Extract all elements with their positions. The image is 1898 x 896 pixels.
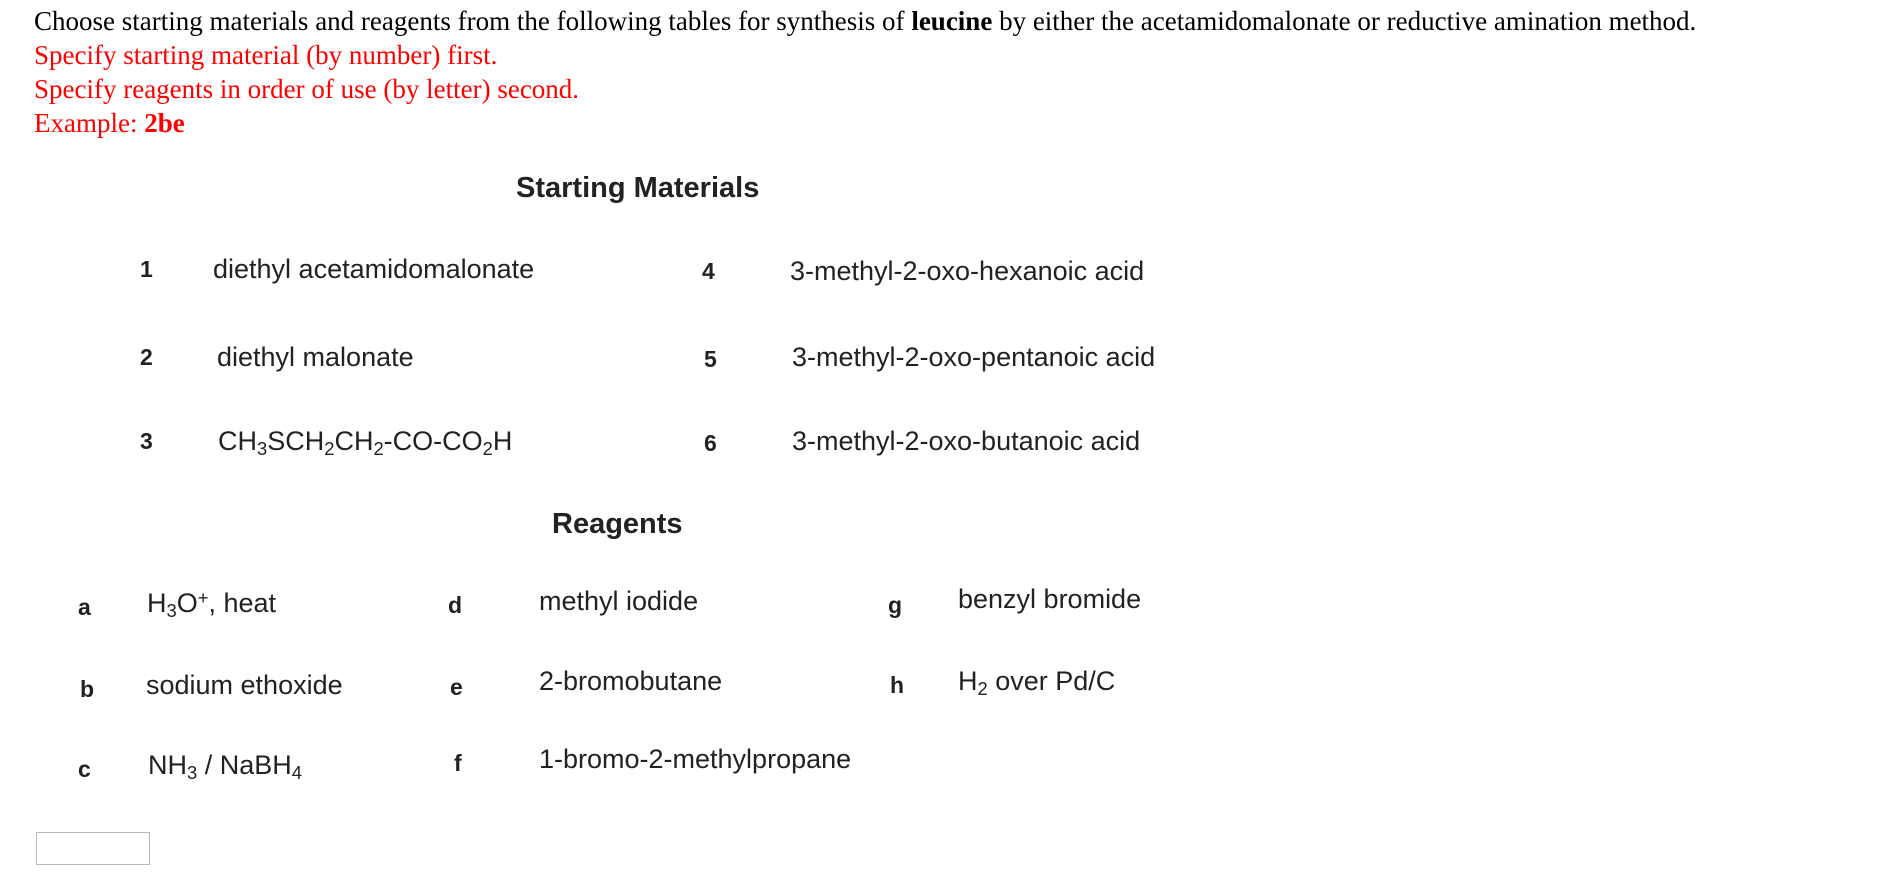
reagent-name-f: 1-bromo-2-methylpropane <box>539 744 852 774</box>
starting-materials-heading: Starting Materials <box>516 172 760 204</box>
target-compound: leucine <box>911 6 993 36</box>
intro-end-text: by either the acetamidomalonate or reductive amination method. <box>992 6 1697 36</box>
instruction-1: Specify starting material (by number) first. <box>34 40 498 70</box>
reagent-letter-g: g <box>888 592 903 618</box>
example-label: Example: <box>34 108 145 138</box>
reagent-name-g: benzyl bromide <box>958 584 1142 614</box>
sm-name-2: diethyl malonate <box>217 342 414 372</box>
intro-text: Choose starting materials and reagents from the following tables for synthesis of <box>34 6 912 36</box>
sm-number-6: 6 <box>704 430 717 456</box>
reagent-letter-b: b <box>80 676 95 702</box>
example-value: 2be <box>144 108 185 138</box>
sm-number-3: 3 <box>140 428 153 454</box>
reagent-name-c: $NH_3$ / NaBH$_4$ <box>148 750 302 784</box>
sm-name-6: 3-methyl-2-oxo-butanoic acid <box>792 426 1141 456</box>
reagent-name-b: sodium ethoxide <box>146 670 343 700</box>
reagent-name-e: 2-bromobutane <box>539 666 723 696</box>
reagent-letter-d: d <box>448 592 463 618</box>
reagents-heading: Reagents <box>552 508 683 540</box>
reagent-name-a: $H_3O^+$, heat <box>147 586 277 622</box>
reagent-name-d: methyl iodide <box>539 586 699 616</box>
sm-number-2: 2 <box>140 344 153 370</box>
sm-number-5: 5 <box>704 346 717 372</box>
question-intro <box>34 4 1696 38</box>
answer-input[interactable] <box>36 832 150 865</box>
sm-name-5: 3-methyl-2-oxo-pentanoic acid <box>792 342 1156 372</box>
reagent-letter-a: a <box>78 594 91 620</box>
sm-name-3: $CH_3SCH_2CH_2-CO-CO_2H$ <box>218 426 513 460</box>
reagent-name-h: $H_2$ over Pd/C <box>958 666 1116 700</box>
reagent-letter-f: f <box>454 750 462 776</box>
sm-number-4: 4 <box>702 258 715 284</box>
question-text <box>34 4 1696 140</box>
reagent-letter-c: c <box>78 756 91 782</box>
example <box>34 106 1696 140</box>
reagent-letter-e: e <box>450 674 463 700</box>
sm-name-4: 3-methyl-2-oxo-hexanoic acid <box>790 256 1145 286</box>
reagent-letter-h: h <box>890 672 905 698</box>
instruction-2: Specify reagents in order of use (by letter) second. <box>34 74 580 104</box>
sm-name-1: diethyl acetamidomalonate <box>213 254 535 284</box>
sm-number-1: 1 <box>140 256 153 282</box>
